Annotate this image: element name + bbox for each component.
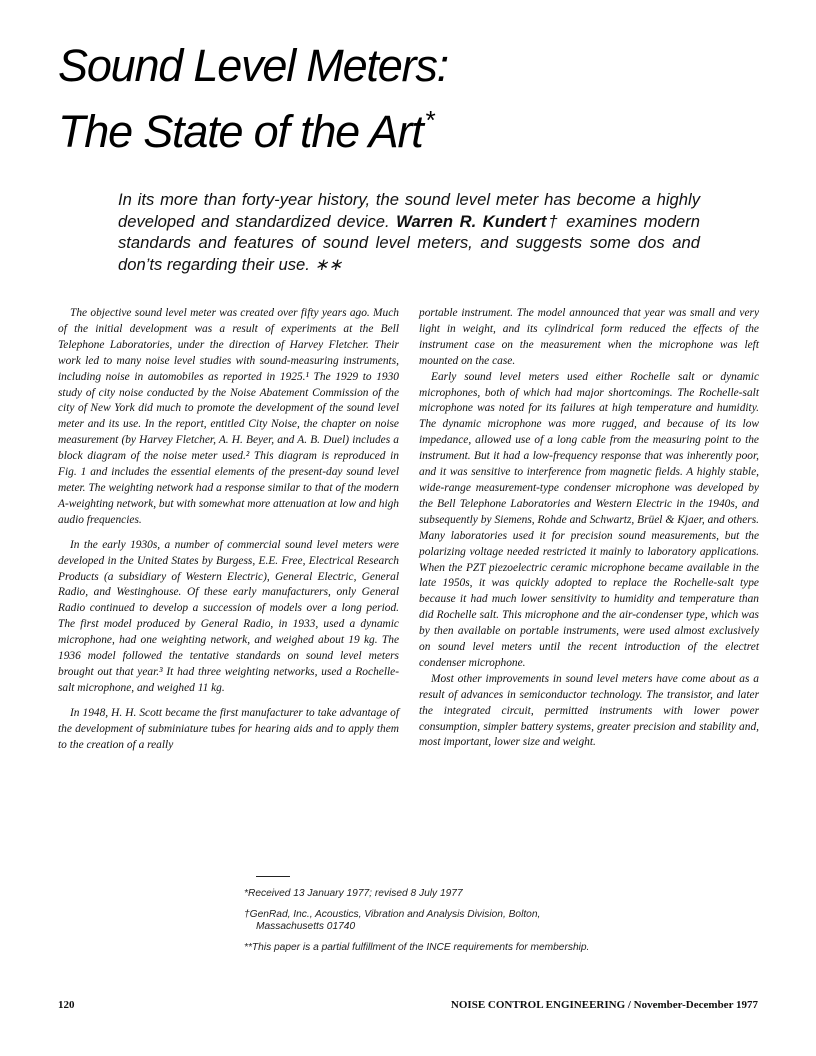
body-column-left bbox=[58, 306, 399, 753]
paragraph: In 1948, H. H. Scott became the first manufacturer to take advantage of the development of subminiature tubes for hearing aids and to apply them to the creation of a really bbox=[58, 706, 399, 751]
page-number: 120 bbox=[58, 999, 75, 1011]
author-footnote-marker: † bbox=[546, 211, 560, 231]
article-title bbox=[58, 38, 658, 159]
footnote-membership: **This paper is a partial fulfillment of the INCE requirements for membership. bbox=[244, 941, 590, 953]
paragraph: In the early 1930s, a number of commercial sound level meters were developed in the United States by Burgess, E.E. Free, Electrical Research Products (a subsidiary of Western Electric), General Electric, General Radio, and Westinghouse. Of these early manufacturers, only General Radio continued to develop a succession of models over a long period. The first model produced by General Radio, in 1933, used a dynamic microphone, had one weighting network, and weighed about 19 kg. The 1936 model followed the tentative standards on sound level meters brought out that year.³ It had three weighting networks, used a Rochelle-salt microphone, and weighed 11 kg. bbox=[58, 538, 399, 694]
abstract bbox=[118, 189, 700, 275]
title-line-1: Sound Level Meters: bbox=[58, 40, 448, 91]
abstract-rest: examines modern standards and features of sound level meters, and suggests some dos and don’ts regarding their use. ∗∗ bbox=[118, 211, 700, 274]
paragraph: portable instrument. The model announced that year was small and very light in weight, and its cylindrical form reduced the effects of the instrument case on the measurement when the microphone was left mounted on the case. bbox=[419, 307, 759, 367]
body-column-right bbox=[419, 306, 759, 751]
footnote-divider bbox=[256, 876, 290, 877]
paragraph: Most other improvements in sound level meters have come about as a result of advances in semiconductor technology. The transistor, and later the integrated circuit, permitted instruments with lower power consumption, simpler battery systems, greater precision and stability and, most important, lower size and weight. bbox=[419, 672, 759, 749]
author-name: Warren R. Kundert bbox=[396, 211, 547, 231]
title-line-2 bbox=[58, 93, 658, 159]
footnote-received: *Received 13 January 1977; revised 8 July 1977 bbox=[244, 888, 463, 899]
title-footnote-marker: * bbox=[424, 105, 434, 135]
paragraph: Early sound level meters used either Rochelle salt or dynamic microphones, both of which had major shortcomings. The Rochelle-salt microphone was noted for its failures at high temperature and humidity. The dynamic microphone was more rugged, and because of its low impedance, allowed use of a long cable from the measuring point to the instrument. But it had a low-frequency response that was inherently poor, and it was sensitive to interference from magnetic fields. A highly stable, wide-range measurement-type condenser microphone was developed by the Bell Telephone Laboratories and Western Electric in the 1940s, and subsequently by Siemens, Rohde and Schwartz, Brüel & Kjaer, and others. Many laboratories used it for precision sound measurements, but the polarizing voltage needed restricted it mainly to laboratory applications. When the PZT piezoelectric ceramic microphone became available in the late 1950s, it was quickly adopted to replace the Rochelle-salt type because it had much lower sensitivity to humidity and temperature than did Rochelle salt. This microphone and the air-condenser type, which was by then available on portable instruments, were used almost exclusively on sound level meters until the recent introduction of the electret condenser microphone. bbox=[419, 370, 759, 669]
title-line-2-text: The State of the Art bbox=[58, 106, 423, 157]
running-footer: NOISE CONTROL ENGINEERING / November-December 1977 bbox=[450, 999, 758, 1011]
paragraph: The objective sound level meter was created over fifty years ago. Much of the initial development was a result of experiments at the Bell Telephone Laboratories, under the direction of Harvey Fletcher. Their work led to many noise level studies with sound-measuring instruments, including noise in automobiles as reported in 1925.¹ The 1929 to 1930 study of city noise conducted by the Noise Abatement Commission of the city of New York did much to promote the development of the sound level meter and its use. In the report, entitled City Noise, the chapter on noise measurement (by Harvey Fletcher, A. H. Beyer, and A. B. Duel) includes a block diagram of the noise meter used.² This diagram is reproduced in Fig. 1 and includes the essential elements of the present-day sound level meter. The weighting network had a response similar to that of the modern A-weighting network, but with somewhat more attenuation at low and high audio frequencies. bbox=[58, 307, 399, 526]
footnotes bbox=[244, 888, 604, 962]
abstract-lead: In its more than forty-year history, the sound level meter has become a highly developed and standardized device. bbox=[118, 190, 700, 231]
footnote-affiliation: †GenRad, Inc., Acoustics, Vibration and Analysis Division, Bolton, Massachusetts 01740 bbox=[244, 908, 541, 933]
